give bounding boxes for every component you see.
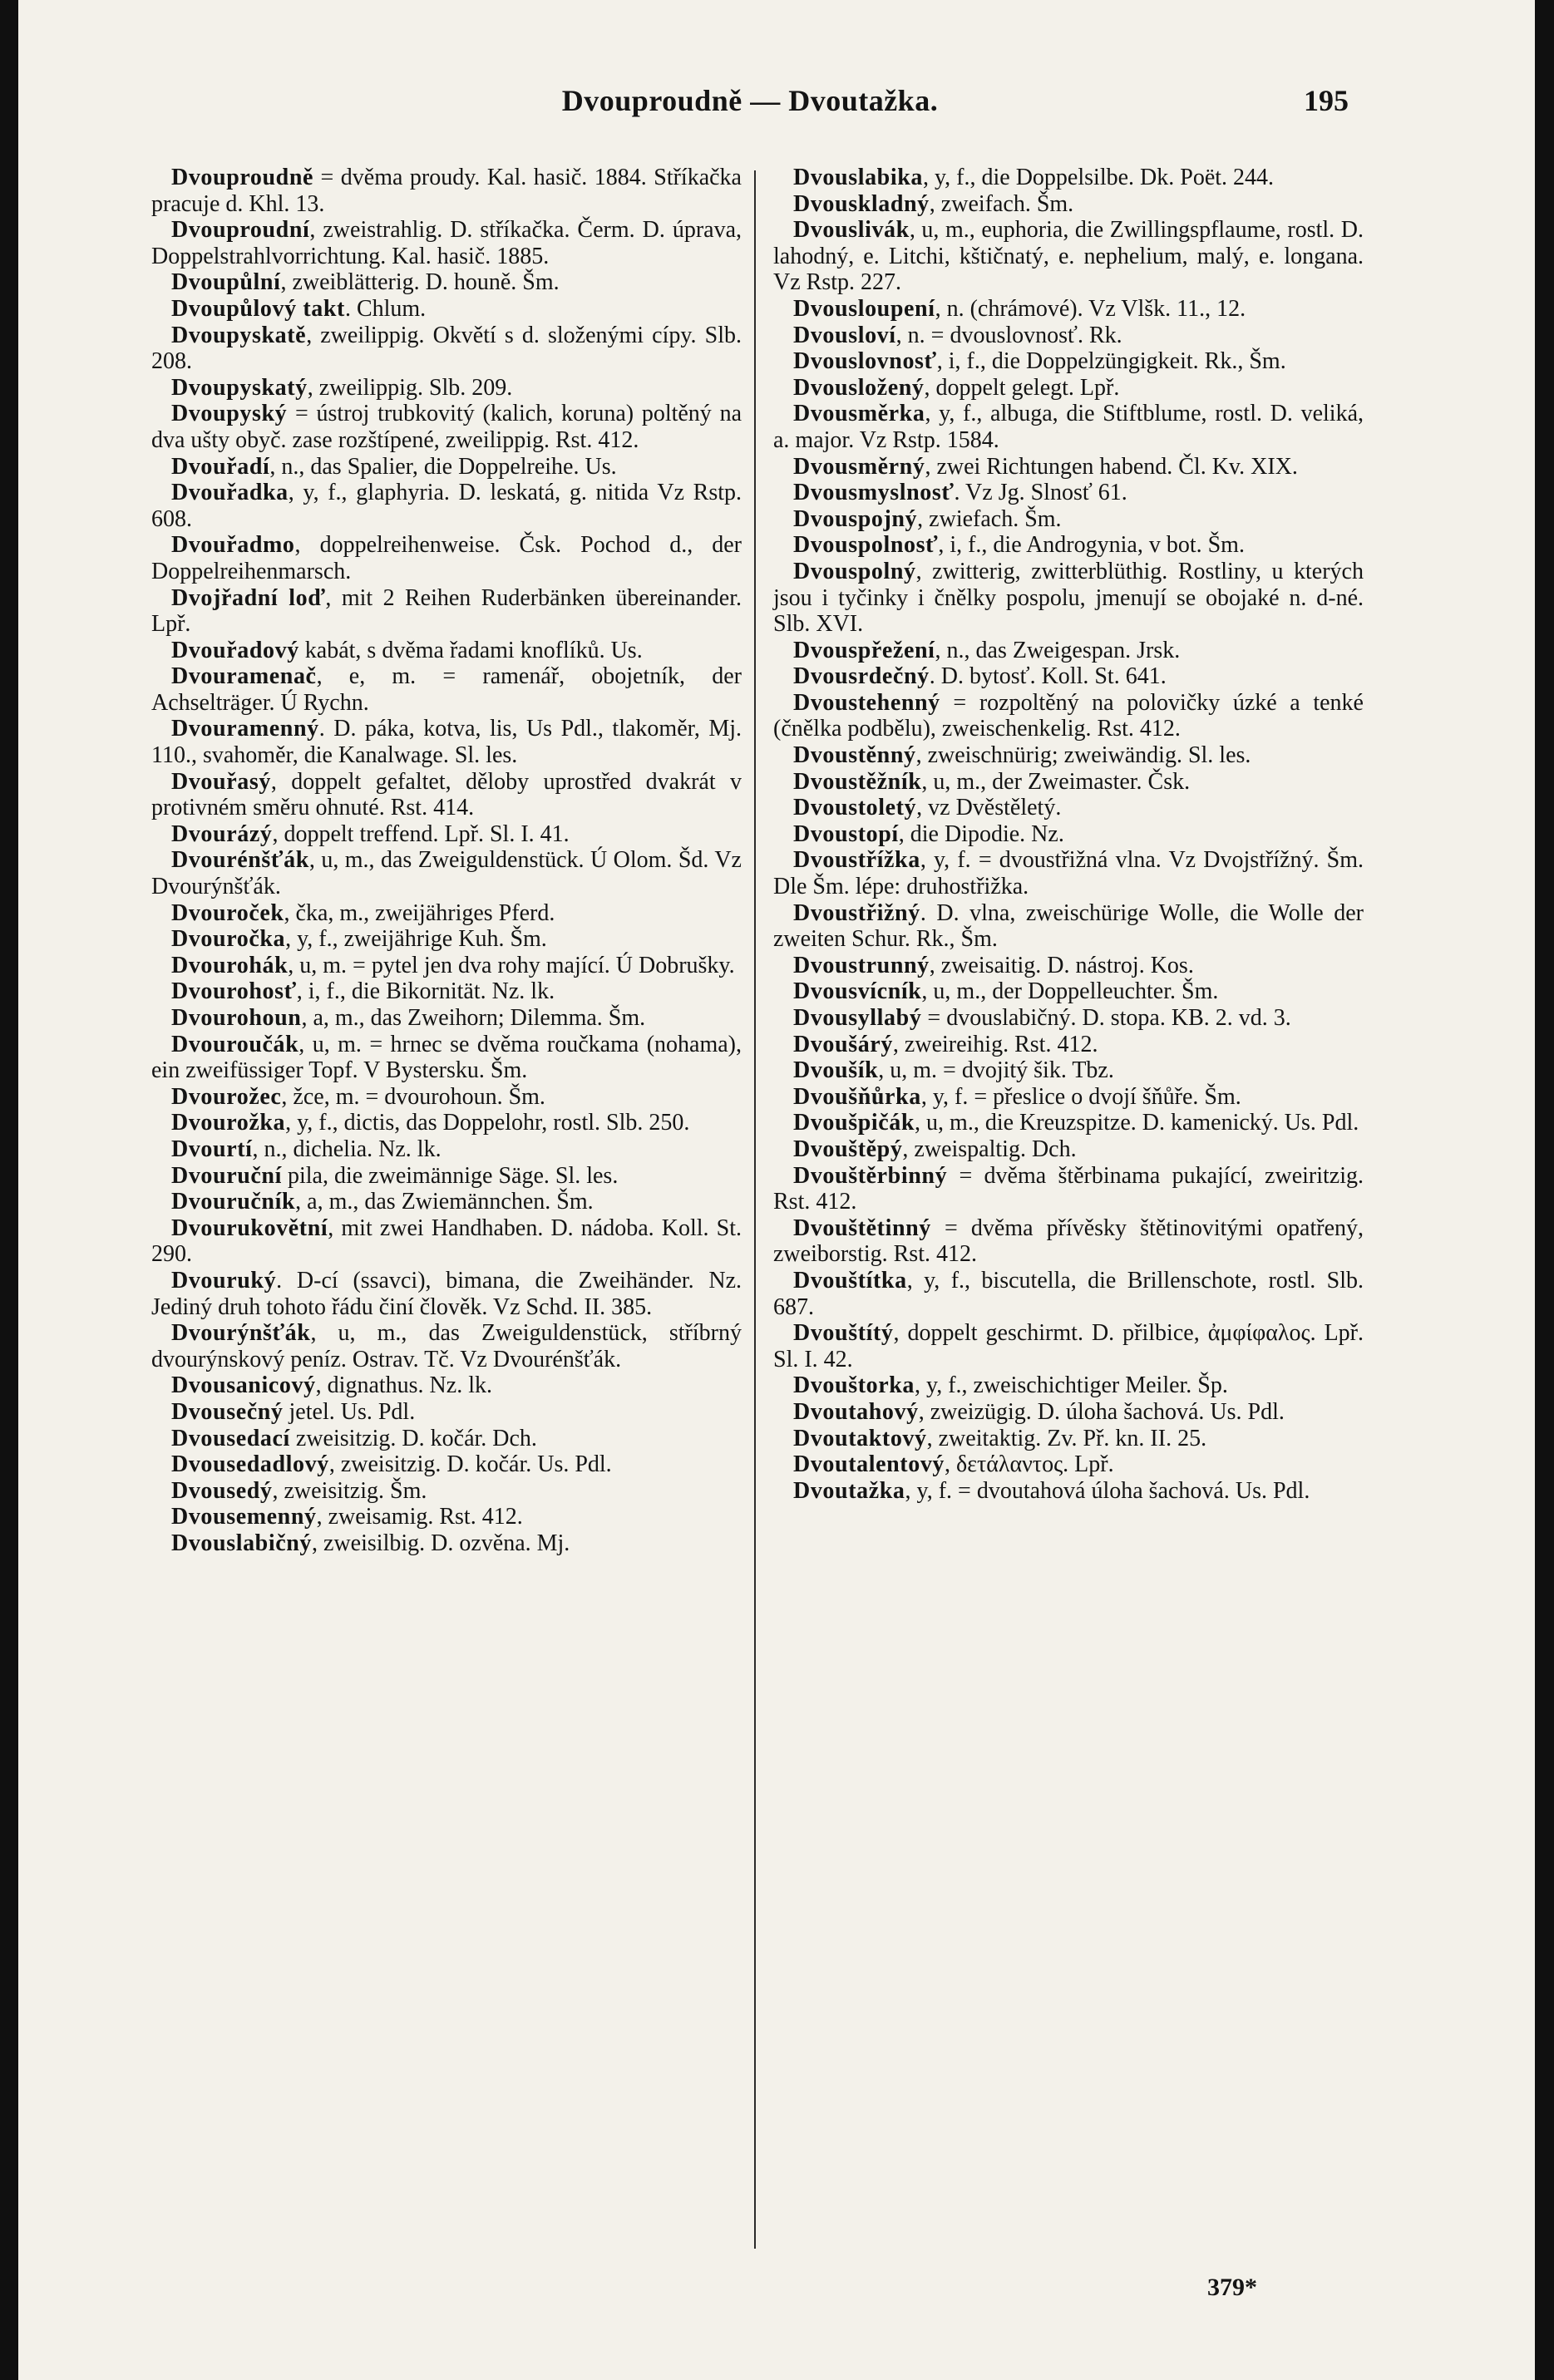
entry-definition: , zweiblätterig. D. houně. Šm. [280, 269, 560, 296]
dictionary-entry [151, 1399, 742, 1426]
entry-definition: , u, m., der Doppelleuchter. Šm. [921, 978, 1219, 1005]
entry-headword: Dvourázý [171, 820, 273, 847]
entry-definition: , zwei Richtungen habend. Čl. Kv. XIX. [925, 453, 1298, 480]
dictionary-entry [151, 1504, 742, 1530]
dictionary-entry [151, 1215, 742, 1268]
entry-definition: , u, m., die Kreuzspitze. D. kamenický. Us. Pdl. [915, 1110, 1359, 1136]
entry-definition: , y, f., albuga, die Stiftblume, rostl. D. veliká, a. major. Vz Rstp. 1584. [773, 401, 1364, 453]
dictionary-entry [151, 323, 742, 375]
entry-headword: Dvouramenný [171, 716, 319, 742]
dictionary-entry [773, 532, 1364, 559]
entry-headword: Dvourtí [171, 1136, 253, 1162]
dictionary-entry [773, 978, 1364, 1005]
entry-definition: = dvěma přívěsky štětinovitými opatřený, zweiborstig. Rst. 412. [773, 1215, 1364, 1268]
dictionary-entry [773, 690, 1364, 742]
entry-definition: , doppelreihenweise. Čsk. Pochod d., der Doppelreihenmarsch. [151, 532, 742, 584]
entry-headword: Dvouruký [171, 1267, 277, 1293]
dictionary-entry [773, 401, 1364, 453]
entry-definition: , zweisaitig. D. nástroj. Kos. [929, 952, 1194, 978]
dictionary-entry [151, 1372, 742, 1399]
entry-definition: kabát, s dvěma řadami knoflíků. Us. [298, 637, 643, 663]
entry-definition: pila, die zweimännige Säge. Sl. les. [281, 1162, 619, 1189]
entry-headword: Dvouspolný [793, 558, 916, 584]
entry-headword: Dvourožec [171, 1083, 282, 1110]
entry-headword: Dvoustěžník [793, 768, 922, 795]
entry-headword: Dvoutahový [793, 1398, 919, 1425]
entry-definition: , zwiefach. Šm. [917, 505, 1062, 532]
dictionary-entry [773, 795, 1364, 821]
dictionary-entry [151, 1451, 742, 1478]
dictionary-entry [151, 1136, 742, 1163]
dictionary-entry [773, 847, 1364, 899]
dictionary-entry [773, 821, 1364, 848]
entry-definition: , y, f. = dvoustřižná vlna. Vz Dvojstřížný. Šm. Dle Šm. lépe: druhostřižka. [773, 847, 1364, 900]
dictionary-entry [151, 454, 742, 480]
dictionary-entry [151, 585, 742, 638]
entry-headword: Dvousanicový [171, 1372, 316, 1399]
entry-headword: Dvousměrný [793, 453, 925, 480]
dictionary-entry [773, 769, 1364, 796]
entry-definition: , doppelt gefaltet, děloby uprostřed dvakrát v protivném směru ohnuté. Rst. 414. [151, 768, 742, 821]
dictionary-entry [773, 1136, 1364, 1163]
entry-headword: Dvourénšťák [171, 847, 309, 874]
entry-headword: Dvousedý [171, 1477, 273, 1504]
entry-definition: jetel. Us. Pdl. [283, 1398, 416, 1425]
dictionary-entry [773, 1399, 1364, 1426]
entry-definition: , zwitterig, zwitterblüthig. Rostliny, u kterých jsou i tyčinky i čnělky pospolu, jmenují se obojaké n. d-né. Slb. XVI. [773, 558, 1364, 638]
entry-definition: , čka, m., zweijähriges Pferd. [284, 899, 555, 926]
dictionary-entry [773, 1372, 1364, 1399]
entry-definition: , zweisitzig. D. kočár. Us. Pdl. [328, 1451, 612, 1478]
entry-definition: , y, f., biscutella, die Brillenschote, rostl. Slb. 687. [773, 1267, 1364, 1320]
entry-definition: , a, m., das Zweihorn; Dilemma. Šm. [301, 1005, 646, 1031]
dictionary-entry [773, 375, 1364, 402]
dictionary-entry [773, 559, 1364, 638]
entry-headword: Dvouštorka [793, 1372, 915, 1399]
entry-headword: Dvouručník [171, 1189, 296, 1215]
entry-headword: Dvourýnšťák [171, 1320, 311, 1347]
entry-definition: , e, m. = ramenář, obojetník, der Achselträger. Ú Rychn. [151, 663, 742, 716]
entry-definition: , u, m., das Zweiguldenstück. Ú Olom. Šd. Vz Dvourýnšťák. [151, 847, 742, 900]
dictionary-entry [151, 769, 742, 821]
dictionary-entry [773, 638, 1364, 664]
entry-definition: . Chlum. [344, 295, 427, 322]
entry-headword: Dvouštítý [793, 1320, 894, 1347]
entry-definition: , y, f. = dvoutahová úloha šachová. Us. Pdl. [905, 1477, 1310, 1504]
entry-headword: Dvourožka [171, 1110, 286, 1136]
dictionary-entry [773, 953, 1364, 979]
entry-headword: Dvouramenač [171, 663, 317, 690]
entry-definition: , zweispaltig. Dch. [902, 1136, 1077, 1162]
entry-definition: , zweitaktig. Zv. Př. kn. II. 25. [926, 1425, 1207, 1451]
entry-definition: . D. vlna, zweischürige Wolle, die Wolle der zweiten Schur. Rk., Šm. [773, 899, 1364, 953]
right-column [773, 165, 1364, 1504]
entry-definition: . D-cí (ssavci), bimana, die Zweihänder. Nz. Jediný druh tohoto řádu činí člověk. Vz Schd. II. 385. [151, 1267, 742, 1320]
entry-headword: Dvouslabika [793, 165, 923, 190]
entry-definition: , zweisamig. Rst. 412. [316, 1504, 523, 1530]
dictionary-entry [773, 1163, 1364, 1215]
dictionary-entry [773, 900, 1364, 953]
dictionary-entry [773, 1057, 1364, 1084]
dictionary-entry [773, 1032, 1364, 1058]
entry-headword: Dvousloupení [793, 295, 935, 322]
entry-definition: , i, f., die Doppelzüngigkeit. Rk., Šm. [936, 348, 1286, 375]
dictionary-entry [151, 716, 742, 768]
dictionary-entry [773, 296, 1364, 323]
page-number: 195 [1304, 84, 1349, 117]
entry-definition: = dvěma proudy. Kal. hasič. 1884. Stříkačka pracuje d. Khl. 13. [151, 165, 742, 217]
entry-headword: Dvouproudní [171, 217, 310, 244]
dictionary-page [18, 0, 1535, 2380]
entry-definition: , δετάλαντος. Lpř. [945, 1451, 1114, 1478]
dictionary-entry [151, 953, 742, 979]
entry-definition: , n. = dvouslovnosť. Rk. [895, 322, 1122, 348]
entry-headword: Dvoutaktový [793, 1425, 927, 1451]
dictionary-entry [773, 348, 1364, 375]
entry-definition: , zweischnürig; zweiwändig. Sl. les. [915, 742, 1251, 769]
dictionary-entry [151, 847, 742, 899]
entry-headword: Dvoustrunný [793, 952, 930, 978]
dictionary-entry [151, 1268, 742, 1320]
dictionary-entry [151, 165, 742, 217]
dictionary-entry [151, 900, 742, 927]
entry-definition: , mit zwei Handhaben. D. nádoba. Koll. St. 290. [151, 1215, 742, 1268]
entry-headword: Dvousedací [171, 1425, 290, 1451]
dictionary-entry [773, 1084, 1364, 1111]
entry-headword: Dvouročka [171, 926, 286, 953]
entry-headword: Dvouřadmo [171, 532, 295, 559]
entry-definition: , zweizügig. D. úloha šachová. Us. Pdl. [918, 1398, 1285, 1425]
dictionary-entry [773, 742, 1364, 769]
dictionary-entry [151, 401, 742, 453]
entry-headword: Dvouspolnosť [793, 532, 939, 559]
entry-headword: Dvojřadní loď [171, 584, 326, 611]
entry-definition: , zweisilbig. D. ozvěna. Mj. [312, 1530, 570, 1556]
entry-headword: Dvouřadový [171, 637, 299, 663]
entry-definition: , doppelt gelegt. Lpř. [924, 374, 1120, 401]
entry-headword: Dvoupůlový takt [171, 295, 345, 322]
dictionary-entry [151, 1084, 742, 1111]
entry-headword: Dvoupyskatě [171, 322, 307, 348]
entry-definition: , a, m., das Zwiemännchen. Šm. [295, 1189, 594, 1215]
entry-headword: Dvouslovnosť [793, 348, 937, 375]
entry-headword: Dvouroučák [171, 1031, 299, 1057]
entry-definition: . D. páka, kotva, lis, Us Pdl., tlakoměr, Mj. 110., svahoměr, die Kanalwage. Sl. les. [151, 716, 742, 769]
entry-headword: Dvouruční [171, 1162, 282, 1189]
entry-definition: , u, m. = pytel jen dva rohy mající. Ú Dobrušky. [288, 952, 735, 978]
dictionary-entry [773, 1478, 1364, 1505]
entry-headword: Dvourohák [171, 952, 289, 978]
entry-headword: Dvoutažka [793, 1477, 905, 1504]
dictionary-entry [773, 480, 1364, 506]
dictionary-entry [151, 1478, 742, 1505]
entry-headword: Dvoutalentový [793, 1451, 945, 1478]
dictionary-entry [151, 1530, 742, 1557]
entry-headword: Dvouštěpý [793, 1136, 903, 1162]
entry-definition: , doppelt treffend. Lpř. Sl. I. 41. [272, 820, 570, 847]
dictionary-entry [773, 165, 1364, 191]
page-title: Dvouproudně — Dvoutažka. [561, 84, 939, 117]
entry-definition: , u, m. = dvojitý šik. Tbz. [878, 1057, 1114, 1084]
entry-definition: , y, f., zweischichtiger Meiler. Šp. [915, 1372, 1228, 1399]
entry-definition: , vz Dvěstěletý. [916, 795, 1062, 821]
entry-headword: Dvouskladný [793, 190, 930, 217]
dictionary-entry [151, 217, 742, 269]
dictionary-entry [151, 1426, 742, 1452]
entry-headword: Dvousložený [793, 374, 925, 401]
entry-headword: Dvouproudně [171, 165, 314, 190]
entry-headword: Dvoupůlní [171, 269, 281, 296]
entry-headword: Dvousedadlový [171, 1451, 329, 1478]
entry-definition: , i, f., die Bikornität. Nz. lk. [296, 978, 555, 1005]
entry-headword: Dvouřasý [171, 768, 271, 795]
entry-headword: Dvousečný [171, 1398, 284, 1425]
entry-definition: . D. bytosť. Koll. St. 641. [929, 663, 1167, 690]
dictionary-entry [773, 323, 1364, 349]
entry-definition: , žce, m. = dvourohoun. Šm. [281, 1083, 545, 1110]
entry-headword: Dvouslabičný [171, 1530, 313, 1556]
dictionary-entry [773, 1268, 1364, 1320]
entry-definition: , zweifach. Šm. [929, 190, 1074, 217]
dictionary-entry [773, 1451, 1364, 1478]
entry-headword: Dvousmyslnosť [793, 480, 955, 506]
entry-headword: Dvoušpičák [793, 1110, 915, 1136]
dictionary-entry [151, 978, 742, 1005]
entry-definition: , u, m., das Zweiguldenstück, stříbrný dvourýnskový peníz. Ostrav. Tč. Vz Dvourénšťák. [151, 1320, 742, 1372]
entry-definition: , n., dichelia. Nz. lk. [252, 1136, 442, 1162]
entry-definition: , u, m. = hrnec se dvěma roučkama (nohama), ein zweifüssiger Topf. V Bystersku. Šm. [151, 1031, 742, 1084]
dictionary-entry [151, 269, 742, 296]
entry-headword: Dvousvícník [793, 978, 922, 1005]
entry-definition: , y, f., dictis, das Doppelohr, rostl. Slb. 250. [285, 1110, 690, 1136]
entry-headword: Dvouštětinný [793, 1215, 931, 1241]
entry-definition: , y, f., die Doppelsilbe. Dk. Poët. 244. [923, 165, 1275, 190]
left-column [151, 165, 742, 1556]
dictionary-entry [151, 821, 742, 848]
entry-headword: Dvousloví [793, 322, 896, 348]
dictionary-entry [151, 1032, 742, 1084]
entry-definition: , i, f., die Androgynia, v bot. Šm. [938, 532, 1245, 559]
dictionary-entry [151, 480, 742, 532]
entry-definition: . Vz Jg. Slnosť 61. [954, 480, 1127, 506]
entry-definition: = dvěma štěrbinama pukající, zweiritzig. Rst. 412. [773, 1162, 1364, 1215]
dictionary-entry [151, 296, 742, 323]
entry-headword: Dvousyllabý [793, 1005, 922, 1031]
dictionary-entry [773, 663, 1364, 690]
entry-headword: Dvoustěnný [793, 742, 916, 769]
dictionary-entry [151, 1163, 742, 1190]
entry-headword: Dvourukovětní [171, 1215, 328, 1241]
entry-headword: Dvousměrka [793, 401, 925, 427]
entry-headword: Dvoušík [793, 1057, 879, 1084]
entry-headword: Dvoustehenný [793, 689, 940, 716]
entry-definition: zweisitzig. D. kočár. Dch. [289, 1425, 537, 1451]
entry-definition: , dignathus. Nz. lk. [315, 1372, 492, 1399]
dictionary-entry [151, 1189, 742, 1215]
dictionary-entry [773, 1320, 1364, 1372]
dictionary-entry [773, 454, 1364, 480]
entry-headword: Dvourohosť [171, 978, 297, 1005]
printer-signature: 379* [1207, 2274, 1257, 2301]
entry-definition: = rozpoltěný na polovičky úzké a tenké (čnělka podbělu), zweischenkelig. Rst. 412. [773, 689, 1364, 742]
entry-headword: Dvoustoletý [793, 795, 917, 821]
entry-definition: , y, f., glaphyria. D. leskatá, g. nitida Vz Rstp. 608. [151, 480, 742, 532]
entry-headword: Dvoustřížka [793, 847, 920, 874]
entry-definition: , zweireihig. Rst. 412. [892, 1031, 1098, 1057]
entry-headword: Dvousrdečný [793, 663, 930, 690]
entry-definition: = dvouslabičný. D. stopa. KB. 2. vd. 3. [921, 1005, 1291, 1031]
dictionary-entry [773, 191, 1364, 218]
entry-headword: Dvoušárý [793, 1031, 893, 1057]
dictionary-entry [773, 217, 1364, 296]
entry-definition: , n., das Spalier, die Doppelreihe. Us. [269, 453, 617, 480]
entry-headword: Dvouřadí [171, 453, 270, 480]
dictionary-entry [151, 1005, 742, 1032]
entry-headword: Dvouštítka [793, 1267, 907, 1293]
entry-headword: Dvoupyský [171, 401, 288, 427]
entry-headword: Dvoupyskatý [171, 374, 308, 401]
entry-headword: Dvouspojný [793, 505, 918, 532]
entry-headword: Dvouštěrbinný [793, 1162, 948, 1189]
entry-headword: Dvoušňůrka [793, 1083, 921, 1110]
entry-headword: Dvoustřižný [793, 899, 920, 926]
dictionary-entry [151, 1110, 742, 1136]
entry-definition: , u, m., der Zweimaster. Čsk. [921, 768, 1191, 795]
entry-definition: , y, f. = přeslice o dvojí šňůře. Šm. [920, 1083, 1241, 1110]
dictionary-entry [151, 926, 742, 953]
column-divider [754, 170, 756, 2249]
entry-headword: Dvoustopí [793, 820, 899, 847]
dictionary-entry [151, 375, 742, 402]
entry-headword: Dvourohoun [171, 1005, 302, 1031]
dictionary-entry [151, 638, 742, 664]
dictionary-entry [151, 532, 742, 584]
entry-definition: , die Dipodie. Nz. [898, 820, 1064, 847]
dictionary-entry [151, 663, 742, 716]
running-header [151, 83, 1349, 133]
entry-definition: = ústroj trubkovitý (kalich, koruna) poltěný na dva ušty obyč. zase rozštípené, zweilippig. Rst. 412. [151, 401, 742, 453]
entry-definition: , mit 2 Reihen Ruderbänken übereinander. Lpř. [151, 584, 742, 638]
entry-definition: , doppelt geschirmt. D. přilbice, ἀμφίφαλος. Lpř. Sl. I. 42. [773, 1320, 1364, 1372]
dictionary-entry [773, 1426, 1364, 1452]
entry-headword: Dvouřadka [171, 480, 289, 506]
entry-headword: Dvouroček [171, 899, 284, 926]
entry-definition: , zweistrahlig. D. stříkačka. Čerm. D. úprava, Doppelstrahlvorrichtung. Kal. hasič. 1885. [151, 217, 742, 269]
entry-definition: , y, f., zweijährige Kuh. Šm. [285, 926, 547, 953]
entry-definition: , zweilippig. Okvětí s d. složenými cípy. Slb. 208. [151, 322, 742, 375]
entry-headword: Dvousemenný [171, 1504, 317, 1530]
entry-definition: , zweilippig. Slb. 209. [307, 374, 513, 401]
dictionary-entry [773, 1110, 1364, 1136]
entry-definition: , zweisitzig. Šm. [272, 1477, 427, 1504]
dictionary-entry [151, 1320, 742, 1372]
entry-definition: , u, m., euphoria, die Zwillingspflaume, rostl. D. lahodný, e. Litchi, kštičnatý, e. nephelium, malý, e. longana. Vz Rstp. 227. [773, 217, 1364, 296]
dictionary-entry [773, 1005, 1364, 1032]
dictionary-entry [773, 506, 1364, 533]
entry-headword: Dvouslivák [793, 217, 910, 244]
entry-definition: , n., das Zweigespan. Jrsk. [935, 637, 1181, 663]
entry-definition: , n. (chrámové). Vz Vlšk. 11., 12. [935, 295, 1246, 322]
entry-headword: Dvouspřežení [793, 637, 935, 663]
dictionary-entry [773, 1215, 1364, 1268]
